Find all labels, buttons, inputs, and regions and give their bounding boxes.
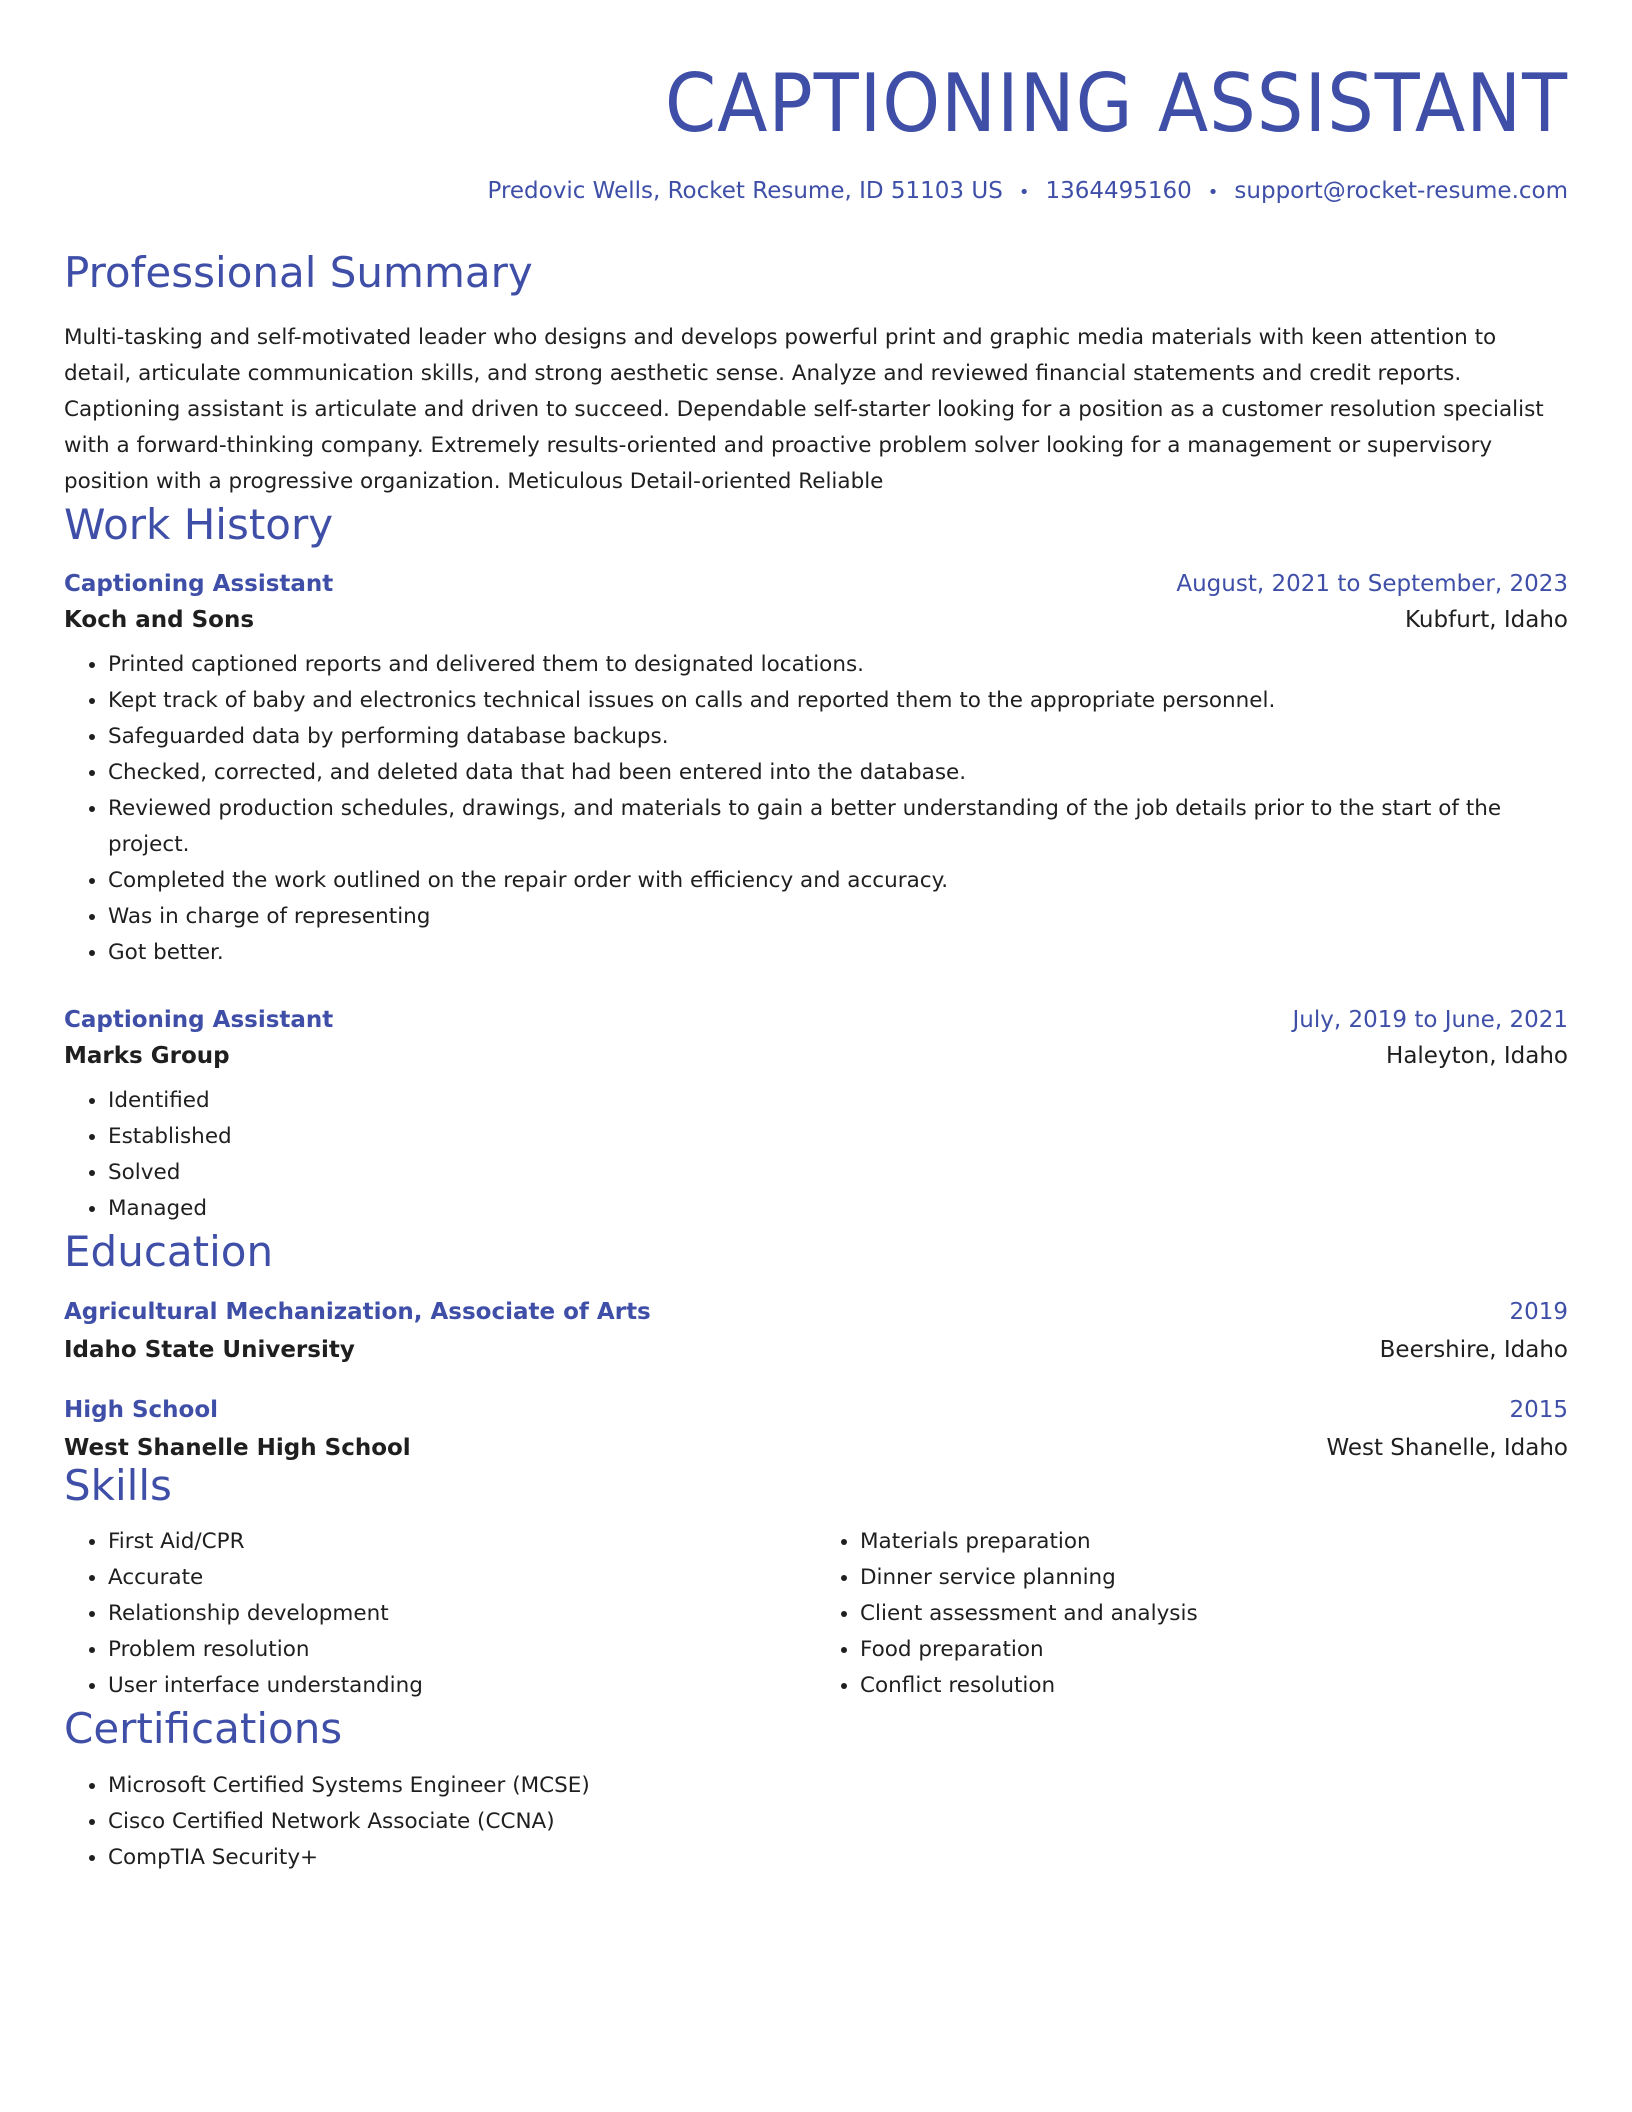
job-company: Marks Group — [64, 1042, 230, 1069]
skills-column-left — [64, 1524, 816, 1704]
job-bullets — [64, 647, 1568, 971]
summary-heading: Professional Summary — [64, 248, 533, 297]
job-bullet: • Managed — [108, 1191, 1568, 1227]
job-bullet: • Safeguarded data by performing database backups. — [108, 719, 1568, 755]
skills-list — [64, 1524, 1568, 1704]
education-location: Beershire, Idaho — [1379, 1337, 1568, 1364]
certifications-list — [64, 1768, 1568, 1876]
education-degree: Agricultural Mechanization, Associate of Arts — [64, 1299, 651, 1326]
contact-address: Predovic Wells, Rocket Resume, ID 51103 US — [487, 178, 1003, 204]
education-degree: High School — [64, 1397, 219, 1424]
skill-item: • User interface understanding — [108, 1668, 816, 1704]
work-history-heading: Work History — [64, 500, 334, 550]
skill-item: • Relationship development — [108, 1596, 816, 1632]
job-title: Captioning Assistant — [64, 570, 334, 597]
job-bullet: • Reviewed production schedules, drawings, and materials to gain a better understanding of the job details prior to the start of the project. — [108, 791, 1568, 863]
contact-separator: • — [1018, 182, 1030, 203]
job-title: Captioning Assistant — [64, 1006, 334, 1033]
job-bullet: • Established — [108, 1119, 1568, 1155]
job-dates: July, 2019 to June, 2021 — [1292, 1006, 1568, 1033]
job-bullet: • Checked, corrected, and deleted data that had been entered into the database. — [108, 755, 1568, 791]
education-location: West Shanelle, Idaho — [1326, 1435, 1568, 1462]
certification-item: • Cisco Certified Network Associate (CCNA) — [108, 1804, 1568, 1840]
contact-email: support@rocket-resume.com — [1234, 178, 1568, 204]
job-bullet: • Was in charge of representing — [108, 899, 1568, 935]
job-bullet: • Solved — [108, 1155, 1568, 1191]
skill-item: • Food preparation — [860, 1632, 1568, 1668]
certification-item: • CompTIA Security+ — [108, 1840, 1568, 1876]
education-heading: Education — [64, 1226, 274, 1276]
skills-column-right — [816, 1524, 1568, 1704]
skill-item: • Materials preparation — [860, 1524, 1568, 1560]
contact-line — [64, 178, 1568, 204]
job-bullet: • Kept track of baby and electronics technical issues on calls and reported them to the appropriate personnel. — [108, 683, 1568, 719]
job-bullet: • Identified — [108, 1083, 1568, 1119]
education-school: West Shanelle High School — [64, 1435, 411, 1462]
job-location: Haleyton, Idaho — [1386, 1042, 1568, 1069]
job-dates: August, 2021 to September, 2023 — [1176, 570, 1568, 597]
education-year: 2019 — [1509, 1299, 1568, 1326]
certifications-heading: Certifications — [64, 1703, 343, 1753]
skill-item: • Conflict resolution — [860, 1668, 1568, 1704]
skill-item: • Problem resolution — [108, 1632, 816, 1668]
resume-title: CAPTIONING ASSISTANT — [664, 57, 1568, 150]
job-bullets — [64, 1083, 1568, 1227]
education-entry — [64, 1397, 1568, 1461]
education-school: Idaho State University — [64, 1337, 355, 1364]
contact-phone: 1364495160 — [1045, 178, 1192, 204]
contact-separator: • — [1207, 182, 1219, 203]
skills-heading: Skills — [64, 1461, 172, 1511]
education-year: 2015 — [1509, 1397, 1568, 1424]
skill-item: • Dinner service planning — [860, 1560, 1568, 1596]
summary-text: Multi-tasking and self-motivated leader who designs and develops powerful print and graphic media materials with keen attention to detail, articulate communication skills, and strong aesthetic sense. Analyze and reviewed financial statements and credit reports. Captioning assistant is articulate and driven to succeed. Dependable self-starter looking for a position as a customer resolution specialist with a forward-thinking company. Extremely results-oriented and proactive problem solver looking for a management or supervisory position with a progressive organization. Meticulous Detail-oriented Reliable — [64, 325, 1544, 495]
job-bullet: • Printed captioned reports and delivered them to designated locations. — [108, 647, 1568, 683]
job-entry — [64, 1007, 1568, 1227]
skill-item: • Accurate — [108, 1560, 816, 1596]
job-entry — [64, 571, 1568, 971]
skill-item: • Client assessment and analysis — [860, 1596, 1568, 1632]
skill-item: • First Aid/CPR — [108, 1524, 816, 1560]
certification-item: • Microsoft Certified Systems Engineer (MCSE) — [108, 1768, 1568, 1804]
job-location: Kubfurt, Idaho — [1404, 606, 1568, 633]
job-bullet: • Completed the work outlined on the repair order with efficiency and accuracy. — [108, 863, 1568, 899]
job-bullet: • Got better. — [108, 935, 1568, 971]
job-company: Koch and Sons — [64, 606, 255, 633]
education-entry — [64, 1299, 1568, 1363]
